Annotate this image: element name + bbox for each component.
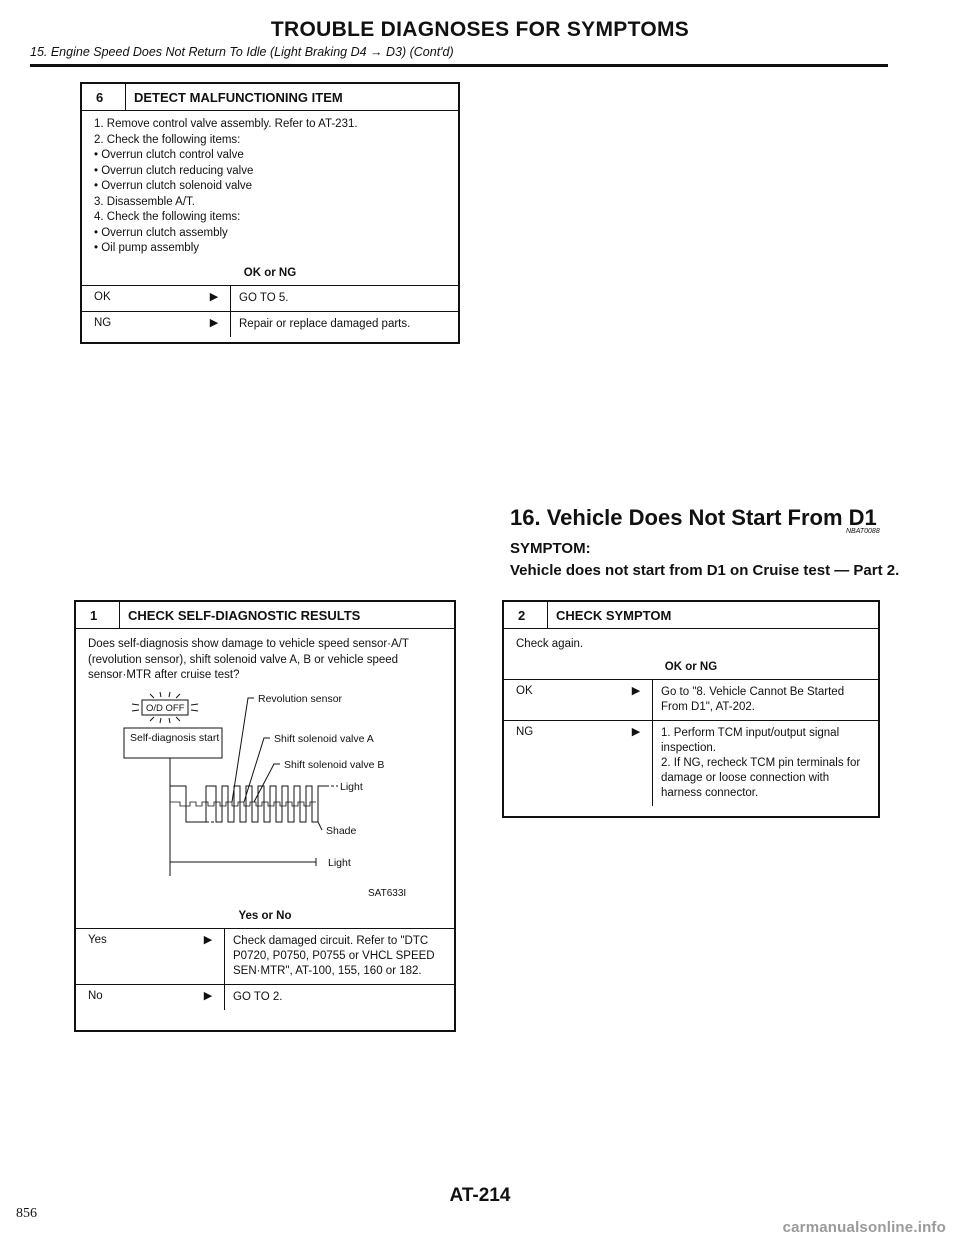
shade-label: Shade	[326, 824, 357, 837]
shift-solenoid-a-label: Shift solenoid valve A	[274, 732, 374, 745]
self-diagnosis-diagram	[76, 690, 454, 910]
arrow-icon: ▶	[209, 290, 219, 303]
shift-solenoid-b-label: Shift solenoid valve B	[284, 758, 385, 771]
result-key: OK	[516, 684, 533, 697]
page-number: AT-214	[449, 1185, 511, 1206]
light-label-2: Light	[328, 856, 351, 869]
result-value: Check damaged circuit. Refer to "DTC P0720, P0750, P0755 or VHCL SPEED SEN·MTR", AT-100, 155, 160 or 182.	[224, 929, 454, 984]
header-rule	[30, 64, 888, 67]
page-title: TROUBLE DIAGNOSES FOR SYMPTOMS	[270, 18, 690, 41]
yes-or-no-label: Yes or No	[238, 909, 292, 922]
ok-or-ng-label: OK or NG	[243, 266, 297, 279]
step-number: 2	[504, 602, 548, 628]
result-key: OK	[94, 290, 111, 303]
section-code: NBAT0088	[846, 528, 880, 535]
result-row	[76, 984, 454, 1010]
pulse-waveform	[170, 786, 326, 822]
step-title: CHECK SELF-DIAGNOSTIC RESULTS	[128, 607, 361, 623]
step-header	[504, 602, 878, 629]
step-line: • Overrun clutch assembly	[94, 226, 228, 239]
symptom-text: Vehicle does not start from D1 on Cruise test — Part 2.	[510, 562, 900, 579]
result-row	[76, 928, 454, 984]
revolution-sensor-label: Revolution sensor	[258, 692, 343, 705]
step-line: • Overrun clutch solenoid valve	[94, 180, 253, 192]
step-line: • Oil pump assembly	[94, 242, 200, 254]
step-line: • Overrun clutch control valve	[94, 149, 244, 161]
step-number: 1	[76, 602, 120, 628]
step-body	[82, 111, 458, 261]
ok-or-ng-label: OK or NG	[664, 660, 718, 673]
step-header	[82, 84, 458, 111]
step-number: 6	[82, 84, 126, 110]
result-value: GO TO 5.	[230, 286, 458, 311]
step-line: 3. Disassemble A/T.	[94, 195, 195, 208]
result-key: Yes	[88, 933, 107, 946]
light-label-1: Light	[340, 780, 363, 793]
arrow-icon: ▶	[631, 725, 641, 738]
self-diagnosis-label: Self-diagnosis start	[130, 731, 220, 744]
result-key: No	[88, 989, 103, 1002]
result-row	[82, 311, 458, 337]
arrow-icon: ▶	[203, 989, 213, 1002]
step-box-1	[74, 600, 456, 1032]
step-box-6	[80, 82, 460, 344]
page-subtitle: 15. Engine Speed Does Not Return To Idle (Light Braking D4 → D3) (Cont'd)	[30, 45, 454, 59]
step-line: 1. Remove control valve assembly. Refer to AT-231.	[94, 118, 358, 130]
step-body: Does self-diagnosis show damage to vehicle speed sensor·A/T (revolution sensor), shift solenoid valve A, B or vehicle speed sensor·MTR after cruise test?	[88, 638, 409, 681]
result-value: GO TO 2.	[224, 985, 454, 1010]
arrow-icon: ▶	[209, 316, 219, 329]
result-row	[504, 720, 878, 806]
arrow-icon: ▶	[203, 933, 213, 946]
step-title: CHECK SYMPTOM	[556, 607, 672, 623]
result-value: 1. Perform TCM input/output signal inspection. 2. If NG, recheck TCM pin terminals for damage or loose connection with harness connector.	[652, 721, 878, 806]
result-row	[82, 285, 458, 311]
step-header	[76, 602, 454, 629]
watermark: carmanualsonline.info	[782, 1219, 946, 1236]
result-key: NG	[516, 725, 534, 738]
step-box-2	[502, 600, 880, 818]
section-title: 16. Vehicle Does Not Start From D1	[510, 505, 877, 530]
result-value: Repair or replace damaged parts.	[230, 312, 458, 337]
arrow-icon: ▶	[631, 684, 641, 697]
result-key: NG	[94, 316, 112, 329]
step-line: 2. Check the following items:	[94, 133, 241, 146]
figure-code: SAT633I	[368, 887, 407, 899]
symptom-label: SYMPTOM:	[510, 540, 591, 557]
step-line: • Overrun clutch reducing valve	[94, 164, 254, 177]
od-off-label: O/D OFF	[146, 702, 185, 714]
step-title: DETECT MALFUNCTIONING ITEM	[134, 89, 343, 105]
result-row	[504, 679, 878, 720]
step-line: 4. Check the following items:	[94, 211, 241, 223]
step-body: Check again.	[516, 638, 584, 650]
side-page-number: 856	[16, 1206, 37, 1221]
result-value: Go to "8. Vehicle Cannot Be Started From D1", AT-202.	[652, 680, 878, 720]
